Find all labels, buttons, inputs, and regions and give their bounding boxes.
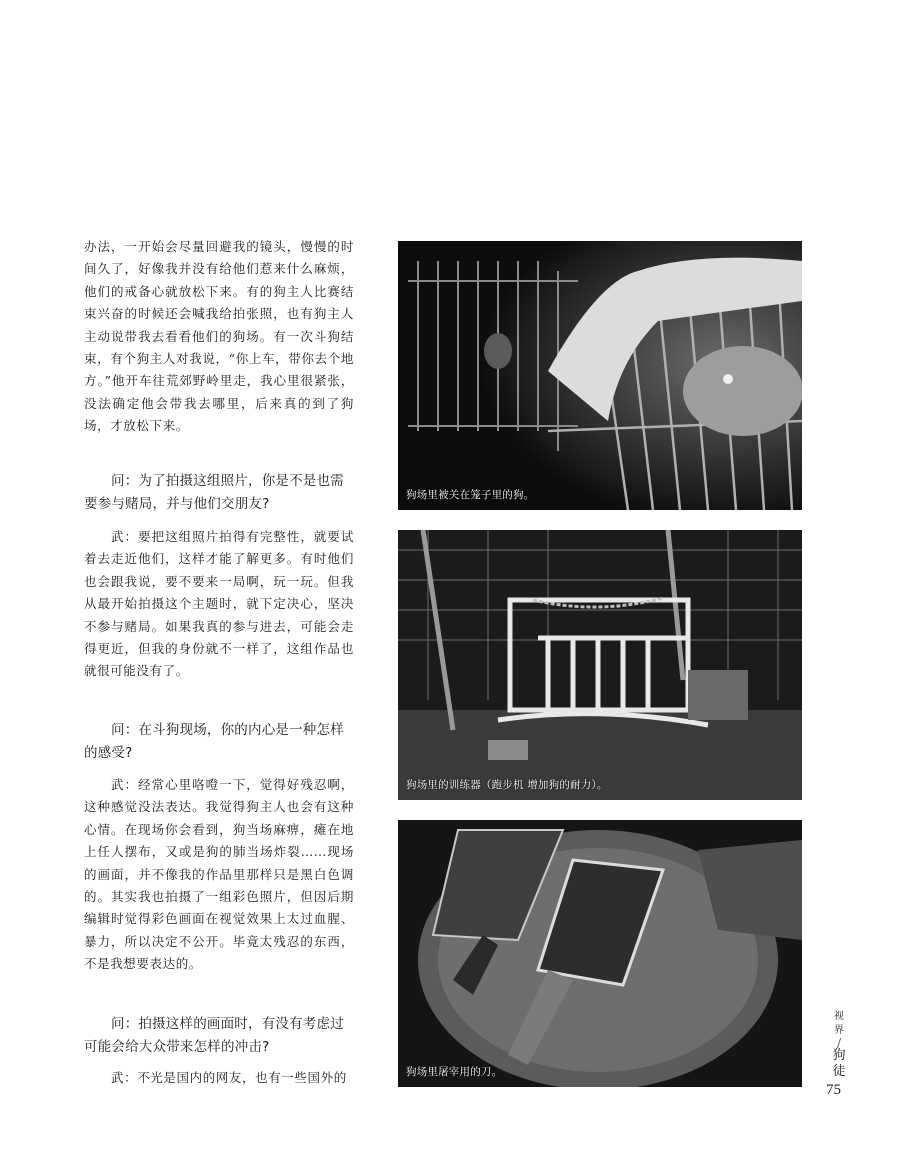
photo-caption: 狗场里屠宰用的刀。 [406,1066,503,1078]
caged-dog-image [398,241,802,510]
butcher-knives-image [398,820,802,1087]
answer-2 [84,774,354,976]
page-number: 75 [826,1082,841,1098]
question-3 [84,1013,354,1059]
answer-text: 武：经常心里咯噔一下，觉得好残忍啊，这种感觉没法表达。我觉得狗主人也会有这种心情。在现场你会看到，狗当场麻痹，瘫在地上任人摆布，又或是狗的肺当场炸裂……现场的画面，并不像我的作品里那样只是黑白色调的。其实我也拍摄了一组彩色照片，但因后期编辑时觉得彩色画面在视觉效果上太过血腥、暴力，所以决定不公开。毕竟太残忍的东西，不是我想要表达的。 [84,777,354,972]
answer-text: 武：要把这组照片拍得有完整性，就要试着去走近他们，这样才能了解更多。有时他们也会跟我说，要不要来一局啊，玩一玩。但我从最开始拍摄这个主题时，就下定决心，坚决不参与赌局。如果我真的参与进去，可能会走得更近，但我的身份就不一样了，这组作品也就很可能没有了。 [84,529,354,679]
training-machine-image [398,530,802,800]
body-paragraph: 办法，一开始会尽量回避我的镜头，慢慢的时间久了，好像我并没有给他们惹来什么麻烦，他们的戒备心就放松下来。有的狗主人比赛结束兴奋的时候还会喊我给拍张照，也有狗主人主动说带我去看看他们的狗场。有一次斗狗结束，有个狗主人对我说，“你上车，带你去个地方。”他开车往荒郊野岭里走，我心里很紧张，没法确定他会带我去哪里，后来真的到了狗场，才放松下来。 [84,239,354,434]
article-title: 狗 [832,1048,846,1063]
answer-3 [84,1067,354,1089]
paragraph-intro [84,236,354,438]
answer-text: 武：不光是国内的网友，也有一些国外的 [111,1070,347,1085]
question-1 [84,470,354,516]
running-footer [828,1010,850,1080]
photo-caption: 狗场里的训练器（跑步机 增加狗的耐力）。 [406,779,608,791]
section-label: 界 [834,1025,844,1036]
photo-training-machine [398,530,802,800]
question-text: 问：为了拍摄这组照片，你是不是也需要参与赌局，并与他们交朋友? [84,473,344,512]
answer-1 [84,526,354,683]
question-text: 问：拍摄这样的画面时，有没有考虑过可能会给大众带来怎样的冲击? [84,1016,344,1055]
photo-caption: 狗场里被关在笼子里的狗。 [406,489,535,501]
question-2 [84,719,354,765]
section-label: 视 [834,1011,844,1022]
divider-slash: / [836,1036,842,1050]
photo-caged-dog [398,241,802,510]
article-title: 徒 [832,1064,846,1079]
question-text: 问：在斗狗现场，你的内心是一种怎样的感受? [84,722,344,761]
photo-butcher-knives [398,820,802,1087]
